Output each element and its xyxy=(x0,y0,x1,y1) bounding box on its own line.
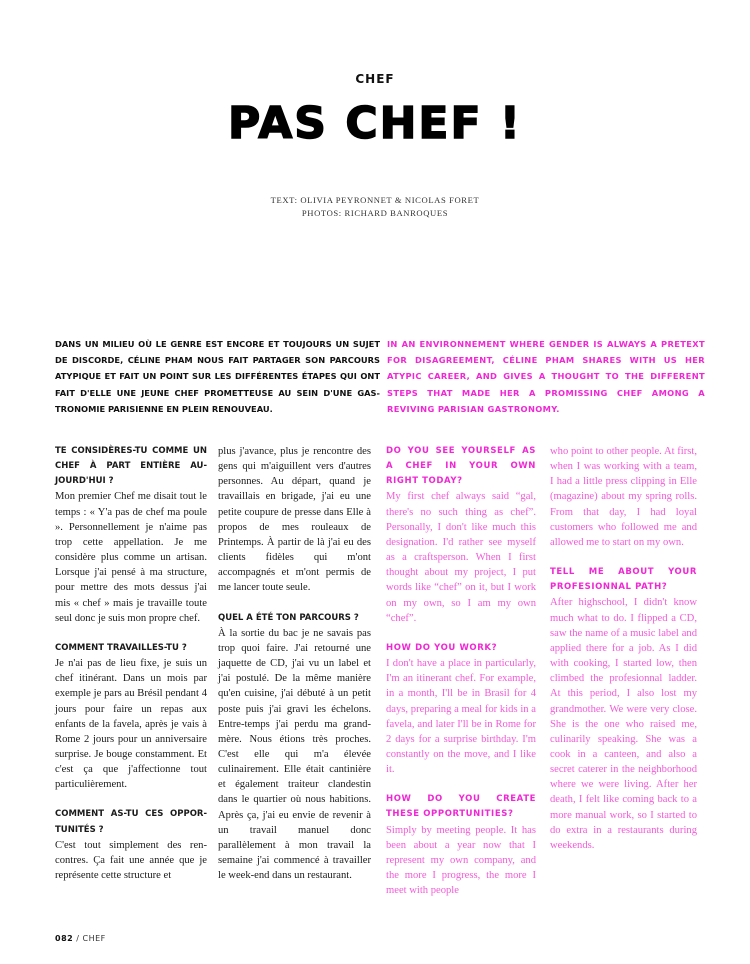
french-column-2 xyxy=(218,444,371,898)
page-number: 082 xyxy=(55,934,74,943)
section-kicker: CHEF xyxy=(355,72,395,86)
question-heading: DO YOU SEE YOURSELF AS A CHEF IN YOUR OWN RIGHT TODAY? xyxy=(386,446,536,487)
question-heading: QUEL A ÉTÉ TON PARCOURS ? xyxy=(218,612,359,623)
english-column-2 xyxy=(550,444,697,868)
answer-paragraph: Je n'ai pas de lieu fixe, je suis un chef itinérant. Dans un mois par exemple je pars au Brésil pendant 4 jours pour faire un repas aux enfants de la favela, après je vais à Rome 2 jours pour un anniversaire surprise. Je bouge constamment. Et c'est ça que j'affectionne tout particulièrement. xyxy=(55,658,207,791)
intro-english: IN AN ENVIRONNEMENT WHERE GENDER IS ALWAYS A PRETEXT FOR DISAGREEMENT, CÉLINE PHAM SHARES WITH US HER ATYPIC CAREER, AND GIVES A THOUGHT TO THE DIFFERENT STEPS THAT MADE HER A PROMISSING CHEF AMONG A REVIVING PARISIAN GASTRONOMY. xyxy=(387,339,705,414)
answer-paragraph: Simply by meeting people. It has been about a year now that I represent my own company, and the more I progress, the more I meet with people xyxy=(386,824,536,897)
question-heading: TE CONSIDÈRES-TU COMME UN CHEF À PART ENTIÈRE AUJOURD'HUI ? xyxy=(55,446,207,487)
question-heading: COMMENT AS-TU CES OPPORTUNITÉS ? xyxy=(55,809,207,835)
article-credits xyxy=(0,194,750,220)
answer-paragraph: My first chef always said “gal, there's no such thing as chef”. Personally, I don't like much this designation. I'd rather see myself as a craftsperson. When I first thought about my project, I put words like “chef” on it, but I work on my own, so I am my own “chef”. xyxy=(386,491,536,624)
credit-photos: PHOTOS: RICHARD BANROQUES xyxy=(301,208,449,218)
credit-text: TEXT: OLIVIA PEYRONNET & NICOLAS FORET xyxy=(270,195,480,205)
question-heading: HOW DO YOU CREATE THESE OPPORTUNITIES? xyxy=(386,794,536,820)
answer-paragraph: Mon premier Chef me disait tout le temps : « Y'a pas de chef ma poule ». Personnellement je n'aime pas trop cette appellation. Je me considère plus comme un artisan. Lorsque j'ai pensé à ma structure, pour mettre des mots dessus j'ai mis « chef » mais je travaille toute seul donc je suis mon propre chef. xyxy=(55,491,207,624)
intro-french: DANS UN MILIEU OÙ LE GENRE EST ENCORE ET TOUJOURS UN SUJET DE DISCORDE, CÉLINE PHAM NOUS FAIT PARTAGER SON PARCOURS ATYPIQUE ET FAIT UN POINT SUR LES DIFFÉRENTES ÉTAPES QUI ONT FAIT D'ELLE UNE JEUNE CHEF PROMETTEUSE AU SEIN D'UNE GASTRONOMIE PARISIENNE EN PLEIN RENOUVEAU. xyxy=(55,339,380,414)
french-column-1 xyxy=(55,444,207,898)
answer-paragraph: C'est tout simplement des rencontres. Ça fait une année que je représente cette structure et xyxy=(55,839,207,882)
page-folio xyxy=(55,934,106,943)
answer-paragraph: I don't have a place in particularly, I'm an itinerant chef. For example, in a month, I'll be in Brasil for 4 days, preparing a meal for kids in a favela, and later I'll be in Rome for 2 days for a surprise birthday. I'm constantly on the move, and I like it. xyxy=(386,658,536,776)
english-column-1 xyxy=(386,444,536,913)
folio-section: / CHEF xyxy=(76,934,106,943)
article-title: PAS CHEF ! xyxy=(228,98,522,149)
question-heading: COMMENT TRAVAILLES-TU ? xyxy=(55,642,187,653)
question-heading: HOW DO YOU WORK? xyxy=(386,642,498,653)
answer-paragraph: À la sortie du bac je ne savais pas trop quoi faire. J'ai retourné une jaquette de CD, j'ai vu un label et j'ai postulé. De la même manière qu'en cuisine, j'ai débuté à un petit poste puis j'ai gravi les échelons. Entre-temps j'ai perdu ma grand-mère. Nous étions très proches. C'est elle qui m'a élevée culinairement. Elle était cantinière et également traiteur clandestin dans le quartier où nous habitions. Après ça, j'ai eu envie de revenir à un travail manuel donc parallèlement à mon travail la semaine j'ai commencé à travailler le week-end dans un restaurant. xyxy=(218,627,371,882)
answer-paragraph: After highschool, I didn't know much what to do. I flipped a CD, saw the name of a music label and applied there for a job. As I did with cooking, I started low, then climbed the profesionnal ladder. At this period, I also lost my grandmother. We were very close. She is the one who raised me, culinarily speaking. She was a cook in a canteen, and also a secret caterer in the neighborhood where we were living. After her death, I felt like coming back to a more manual work, so I started to do extra in a restaurants during weekends. xyxy=(550,597,697,851)
answer-paragraph: who point to other people. At first, when I was working with a team, I had a little press clipping in Elle (magazine) about my spring rolls. From that day, I had loyal customers who followed me and allowed me to start on my own. xyxy=(550,446,697,548)
question-heading: TELL ME ABOUT YOUR PROFESIONNAL PATH? xyxy=(550,567,697,593)
answer-paragraph: plus j'avance, plus je rencontre des gens qui m'aiguillent vers d'autres personnes. Au départ, quand je travaillais en brigade, j'ai eu une petite coupure de presse dans Elle à propos de mes rouleaux de Printemps. À partir de là j'ai eu des clients fidèles qui m'ont accompagnés et m'ont permis de me lancer toute seule. xyxy=(218,446,371,594)
